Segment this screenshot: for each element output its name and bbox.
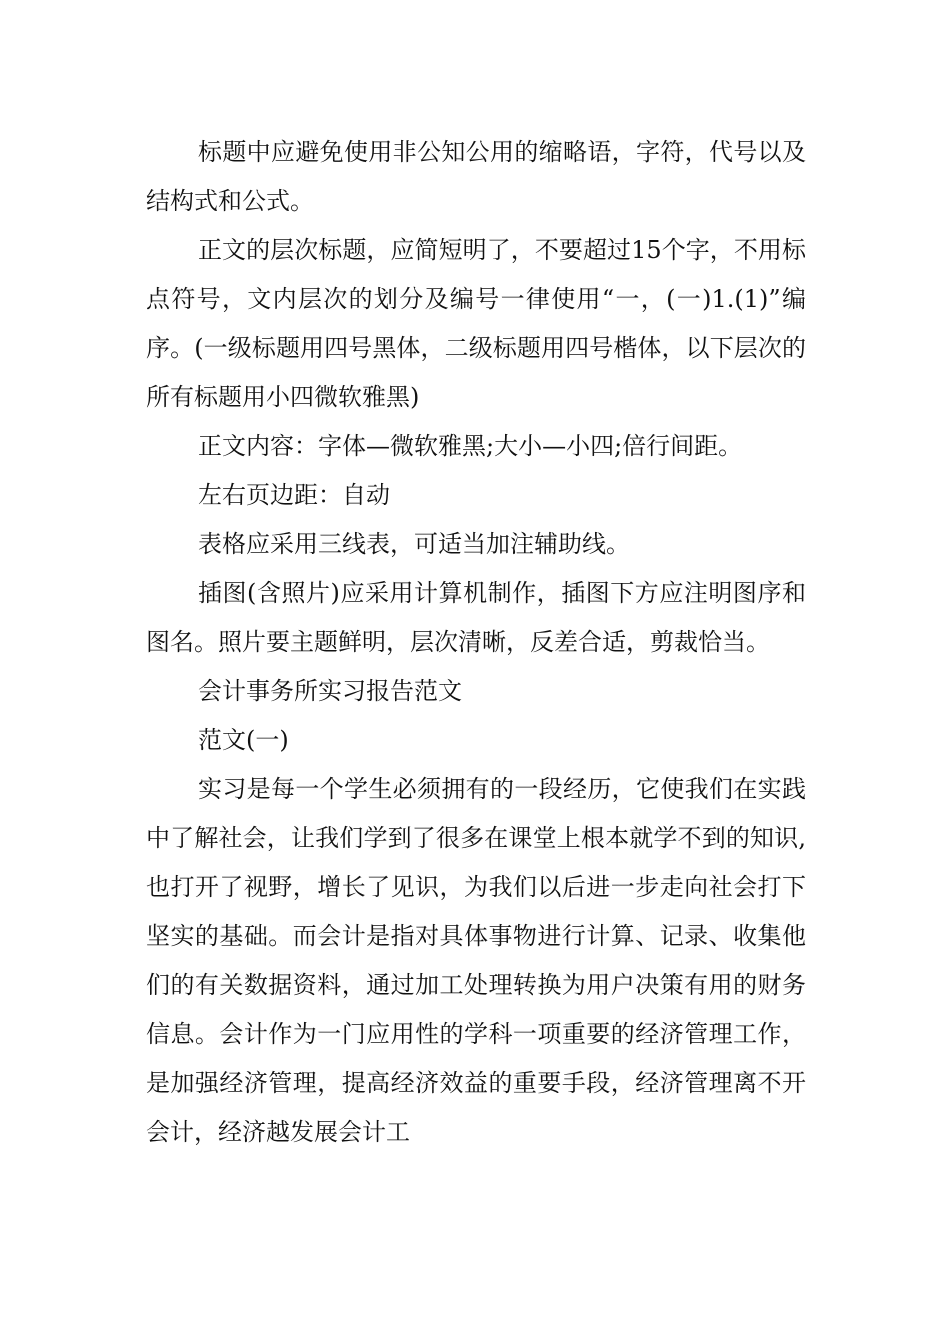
paragraph-body-font: 正文内容：字体—微软雅黑;大小—小四;倍行间距。 bbox=[198, 432, 743, 460]
paragraph-internship-intro: 实习是每一个学生必须拥有的一段经历，它使我们在实践中了解社会，让我们学到了很多在课堂上根本就学不到的知识,也打开了视野，增长了见识，为我们以后进一步走向社会打下坚实的基础。而会计是指对具体事物进行计算、记录、收集他们的有关数据资料，通过加工处理转换为用户决策有用的财务信息。会计作为一门应用性的学科一项重要的经济管理工作，是加强经济管理，提高经济效益的重要手段，经济管理离不开会计，经济越发展会计工 bbox=[146, 775, 806, 1146]
paragraph-heading-levels: 正文的层次标题，应简短明了，不要超过15个字，不用标点符号，文内层次的划分及编号一律使用“一，(一)1.(1)”编序。(一级标题用四号黑体，二级标题用四号楷体，以下层次的所有标题用小四微软雅黑) bbox=[146, 236, 806, 411]
subsection-heading: 范文(一) bbox=[198, 726, 289, 754]
paragraph-margins: 左右页边距：自动 bbox=[198, 481, 390, 509]
document-body bbox=[146, 128, 806, 1157]
paragraph-title-rules: 标题中应避免使用非公知公用的缩略语，字符，代号以及结构式和公式。 bbox=[146, 138, 806, 215]
section-heading: 会计事务所实习报告范文 bbox=[198, 677, 462, 705]
paragraph-tables: 表格应采用三线表，可适当加注辅助线。 bbox=[198, 530, 630, 558]
paragraph-figures: 插图(含照片)应采用计算机制作，插图下方应注明图序和图名。照片要主题鲜明，层次清晰，反差合适，剪裁恰当。 bbox=[146, 579, 806, 656]
